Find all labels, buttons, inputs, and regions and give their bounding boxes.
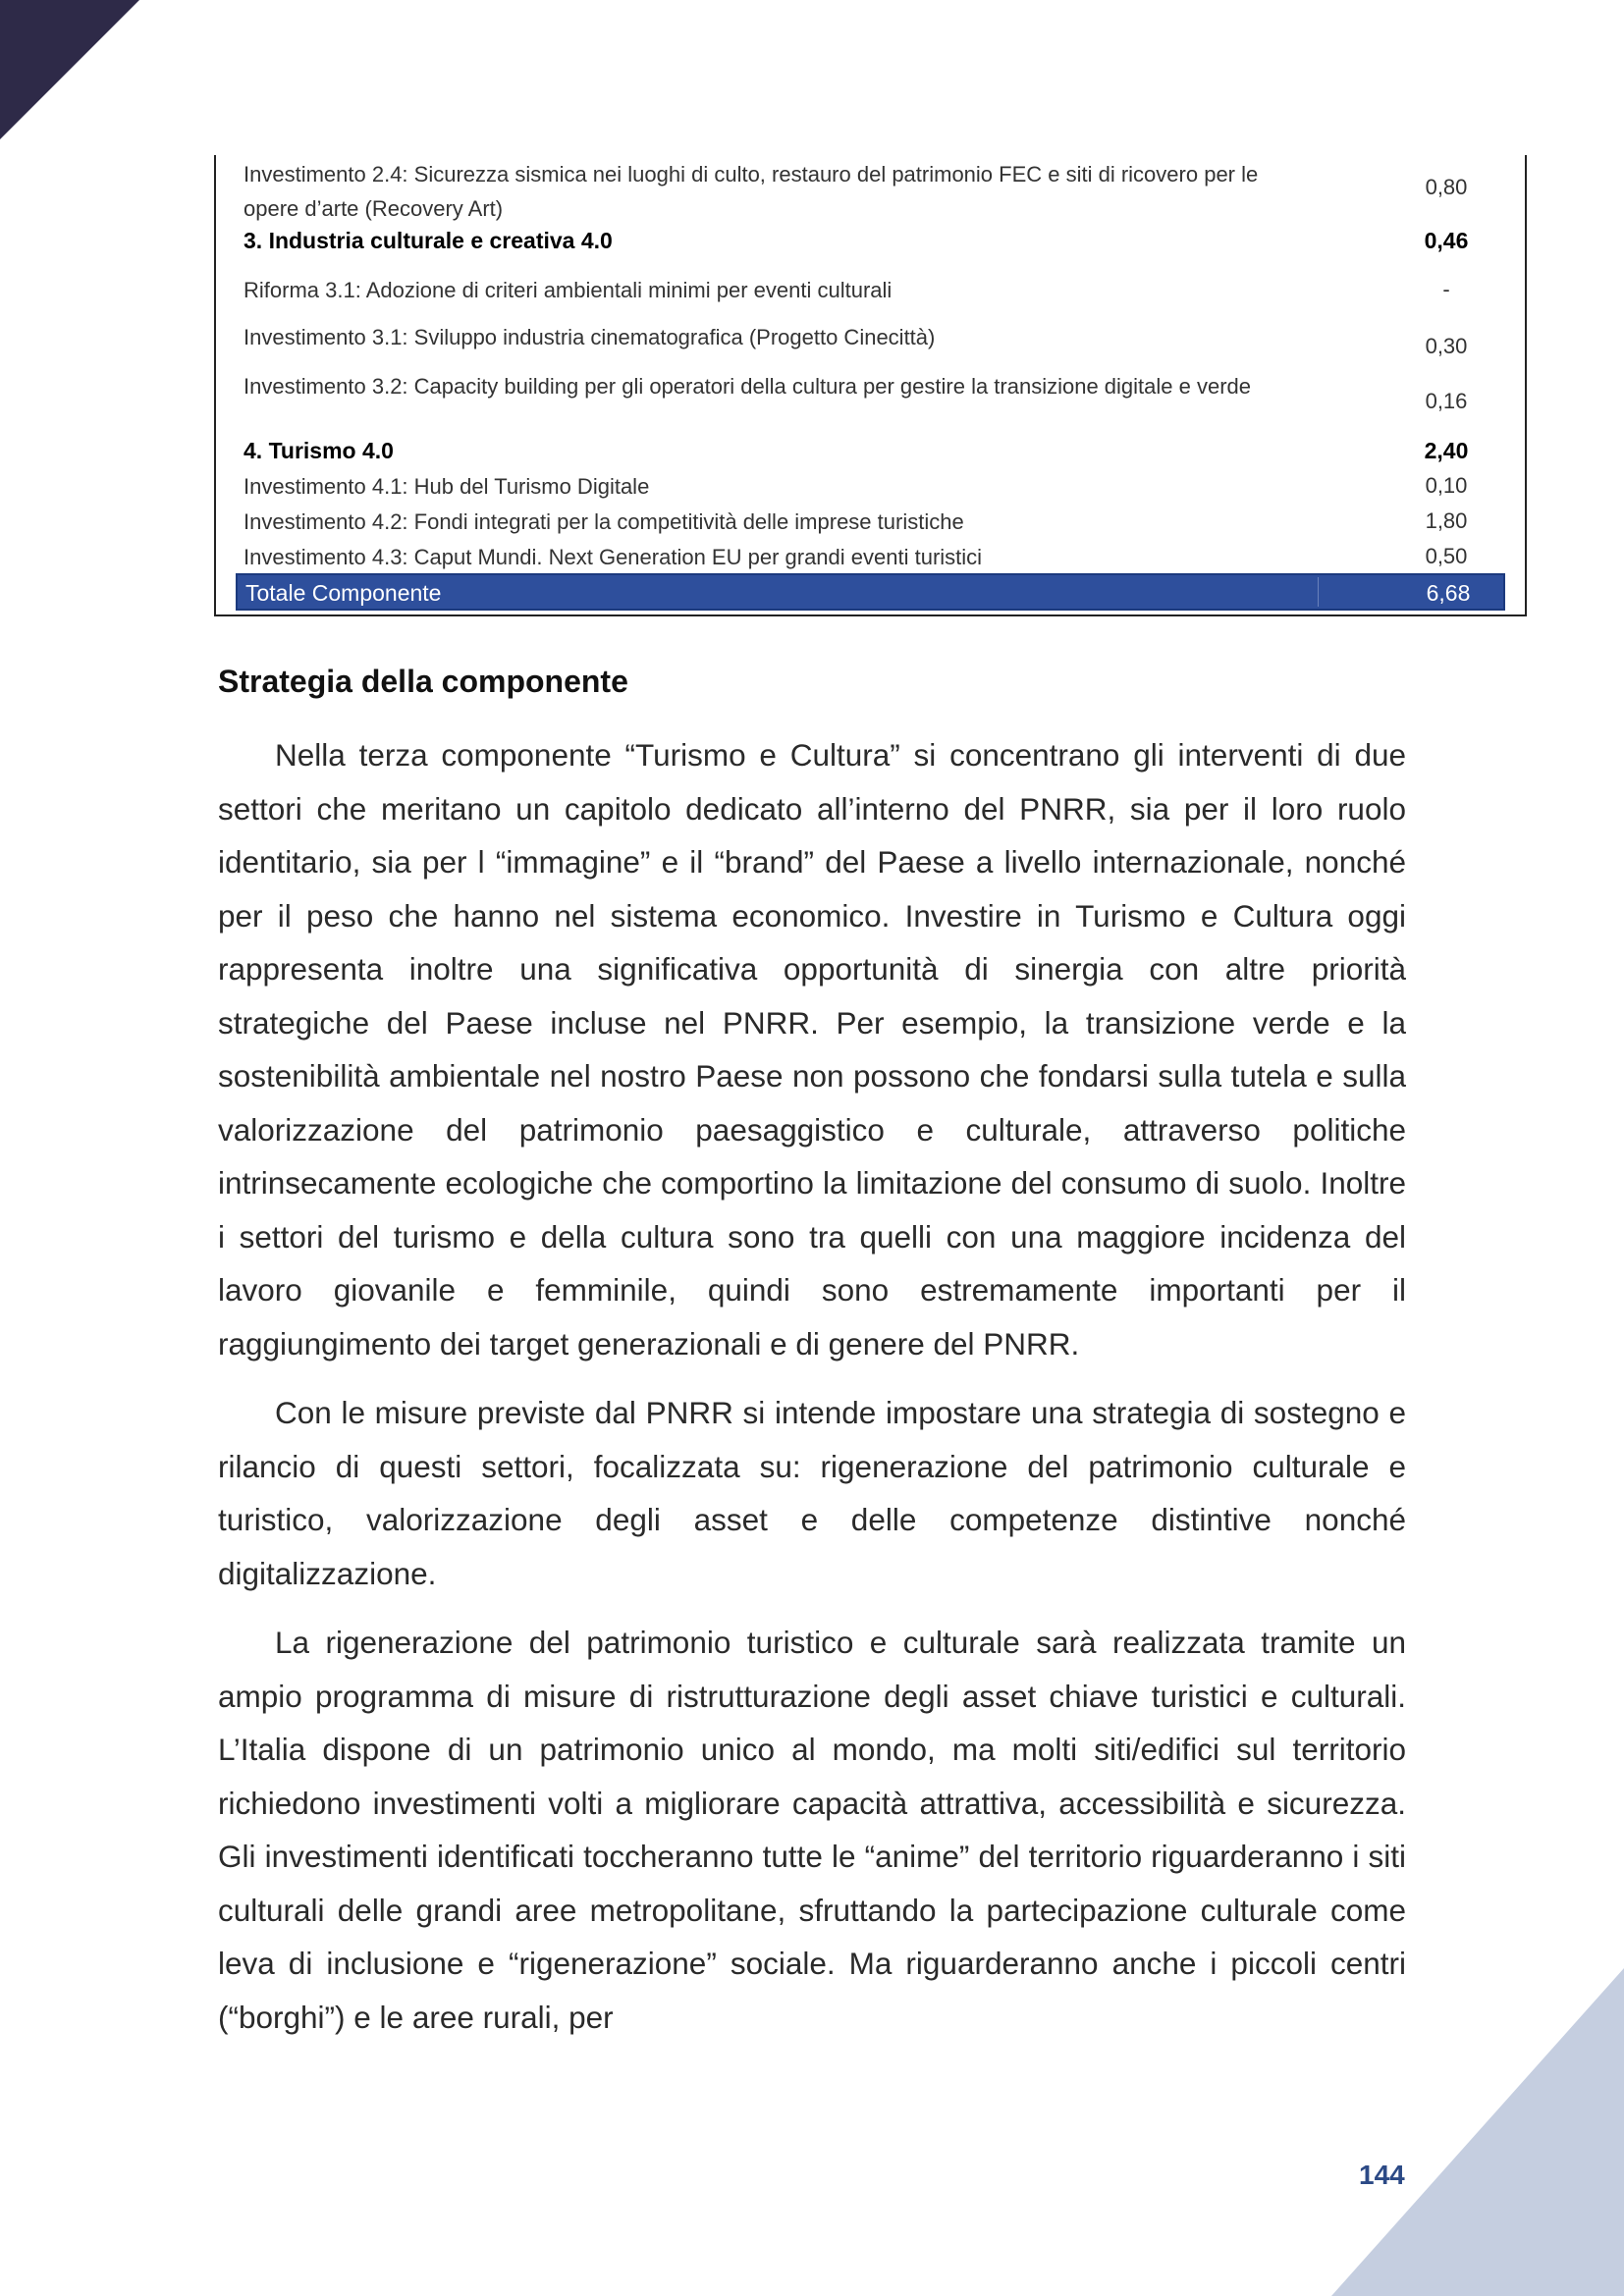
column-divider [1318, 577, 1319, 607]
row-value: 0,30 [1425, 334, 1468, 358]
row-value: 0,46 [1424, 228, 1469, 253]
row-label: Riforma 3.1: Adozione di criteri ambientali minimi per eventi culturali [244, 278, 893, 302]
row-value: 1,80 [1425, 508, 1468, 533]
body-text [218, 728, 1406, 2059]
table-total-row [236, 573, 1505, 611]
row-label: Investimento 4.1: Hub del Turismo Digitale [244, 474, 650, 499]
section-title: Strategia della componente [218, 664, 628, 699]
row-label: Investimento 4.3: Caput Mundi. Next Generation EU per grandi eventi turistici [244, 545, 983, 569]
row-label: Investimento 4.2: Fondi integrati per la competitività delle imprese turistiche [244, 509, 964, 534]
paragraph: Con le misure previste dal PNRR si intende impostare una strategia di sostegno e rilancio di questi settori, focalizzata su: rigenerazione del patrimonio culturale e turistico, valorizzazione degli asset e delle competenze distintive nonché digitalizzazione. [218, 1395, 1406, 1591]
paragraph: La rigenerazione del patrimonio turistico e culturale sarà realizzata tramite un ampio programma di misure di ristrutturazione degli asset chiave turistici e culturali. L’Italia dispone di un patrimonio unico al mondo, ma molti siti/edifici sul territorio richiedono investimenti volti a migliorare capacità attrattiva, accessibilità e sicurezza. Gli investimenti identificati toccheranno tutte le “anime” del territorio riguarderanno i siti culturali delle grandi aree metropolitane, sfruttando la partecipazione culturale come leva di inclusione e “rigenerazione” sociale. Ma riguarderanno anche i piccoli centri (“borghi”) e le aree rurali, per [218, 1625, 1406, 2035]
row-value: 0,50 [1425, 544, 1468, 568]
row-label: Investimento 2.4: Sicurezza sismica nei luoghi di culto, restauro del patrimonio FEC e siti di ricovero per le opere d’arte (Recovery Art) [244, 162, 1259, 221]
row-label: Investimento 3.2: Capacity building per gli operatori della cultura per gestire la transizione digitale e verde [244, 374, 1252, 399]
paragraph: Nella terza componente “Turismo e Cultura” si concentrano gli interventi di due settori che meritano un capitolo dedicato all’interno del PNRR, sia per il loro ruolo identitario, sia per l “immagine” e il “brand” del Paese a livello internazionale, nonché per il peso che hanno nel sistema economico. Investire in Turismo e Cultura oggi rappresenta inoltre una significativa opportunità di sinergia con altre priorità strategiche del Paese incluse nel PNRR. Per esempio, la transizione verde e la sostenibilità ambientale nel nostro Paese non possono che fondarsi sulla tutela e sulla valorizzazione del patrimonio paesaggistico e culturale, attraverso politiche intrinsecamente ecologiche che comportino la limitazione del consumo di suolo. Inoltre i settori del turismo e della cultura sono tra quelli con una maggiore incidenza del lavoro giovanile e femminile, quindi sono estremamente importanti per il raggiungimento dei target generazionali e di genere del PNRR. [218, 737, 1406, 1362]
corner-decoration-top-left [0, 0, 139, 139]
row-value: 0,10 [1425, 473, 1468, 498]
total-label: Totale Componente [245, 580, 442, 606]
row-value: 0,80 [1425, 175, 1468, 199]
budget-table [214, 155, 1527, 616]
row-label: 4. Turismo 4.0 [244, 438, 394, 463]
row-value: 2,40 [1424, 438, 1469, 463]
row-label: Investimento 3.1: Sviluppo industria cinematografica (Progetto Cinecittà) [244, 325, 936, 349]
row-value: 0,16 [1425, 389, 1468, 413]
row-label: 3. Industria culturale e creativa 4.0 [244, 228, 613, 253]
page-number: 144 [1359, 2160, 1405, 2190]
row-value: - [1442, 277, 1450, 301]
total-value: 6,68 [1426, 580, 1471, 606]
